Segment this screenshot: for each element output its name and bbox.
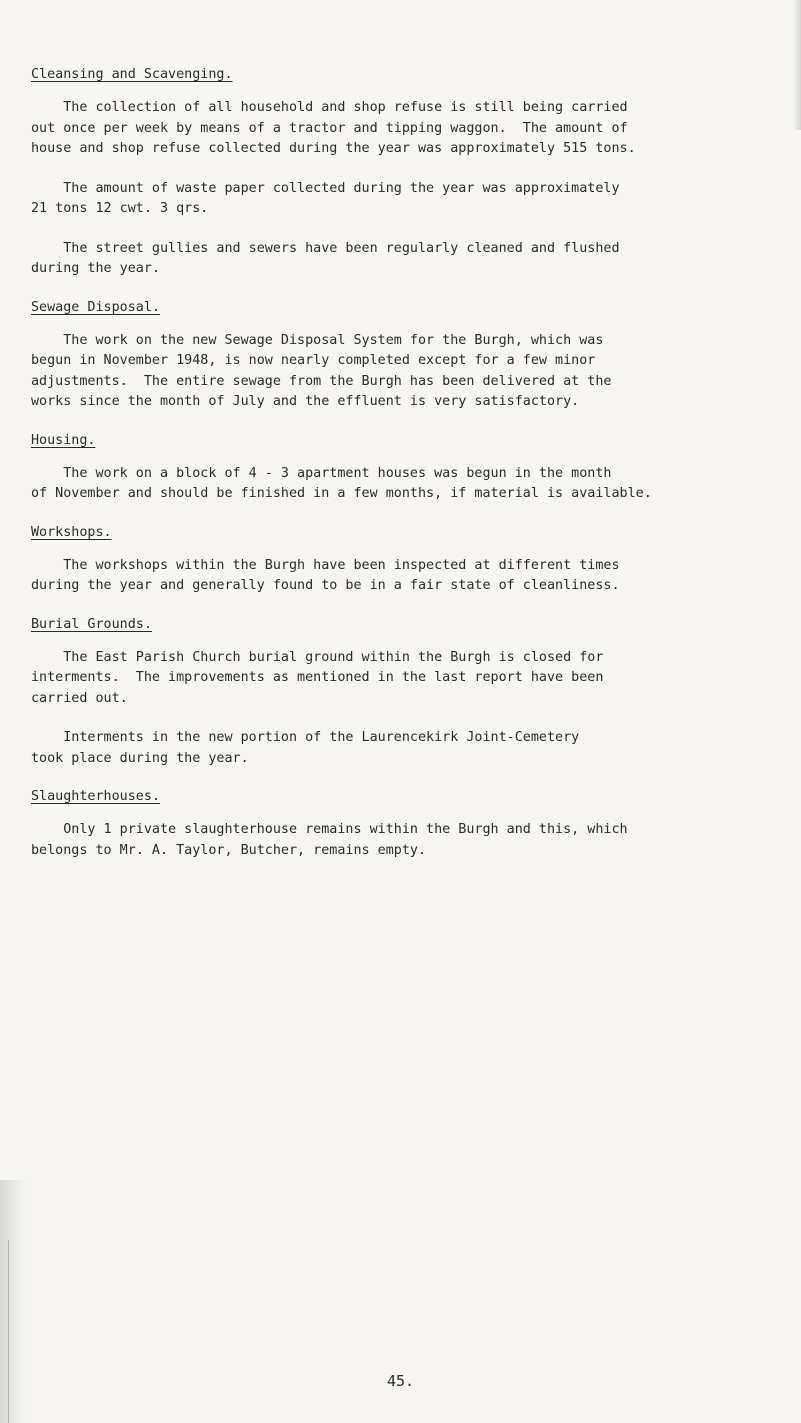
section-heading: Slaughterhouses. [31,789,160,804]
section-heading: Sewage Disposal. [31,299,160,315]
section-housing [31,430,791,505]
paragraph: The amount of waste paper collected during the year was approximately 21 tons 12 cwt. 3 qrs. [31,180,620,216]
document-body [31,64,791,861]
paragraph: The collection of all household and shop refuse is still being carried out once per week by means of a tractor and tipping waggon. The amount of house and shop refuse collected during the year was approximately 515 tons. [31,100,636,156]
page-number: 45. [387,1372,415,1390]
paragraph: Interments in the new portion of the Laurencekirk Joint-Cemetery took place during the year. [31,730,580,766]
section-heading: Cleansing and Scavenging. [31,67,233,82]
section-cleansing [31,64,791,280]
paragraph: The street gullies and sewers have been regularly cleaned and flushed during the year. [31,240,620,276]
section-heading: Housing. [31,432,96,448]
section-heading: Workshops. [31,524,112,540]
paragraph: The East Parish Church burial ground within the Burgh is closed for interments. The improvements as mentioned in the last report have been carried out. [31,649,604,706]
section-burial-grounds [31,614,791,770]
paragraph: Only 1 private slaughterhouse remains within the Burgh and this, which belongs to Mr. A. Taylor, Butcher, remains empty. [31,822,628,858]
section-sewage-disposal [31,297,791,413]
section-heading: Burial Grounds. [31,616,152,632]
scan-shadow-right [793,0,801,130]
paragraph: The work on a block of 4 - 3 apartment houses was begun in the month of November and should be finished in a few months, if material is available. [31,465,652,501]
paragraph: The work on the new Sewage Disposal System for the Burgh, which was begun in November 1948, is now nearly completed except for a few minor adjustments. The entire sewage from the Burgh has been delivered at the works since the month of July and the effluent is very satisfactory. [31,332,612,409]
scan-edge-line [8,1240,9,1423]
scan-shadow-left [0,1180,26,1423]
paragraph: The workshops within the Burgh have been inspected at different times during the year and generally found to be in a fair state of cleanliness. [31,557,620,593]
section-workshops [31,522,791,597]
section-slaughterhouses [31,786,791,861]
